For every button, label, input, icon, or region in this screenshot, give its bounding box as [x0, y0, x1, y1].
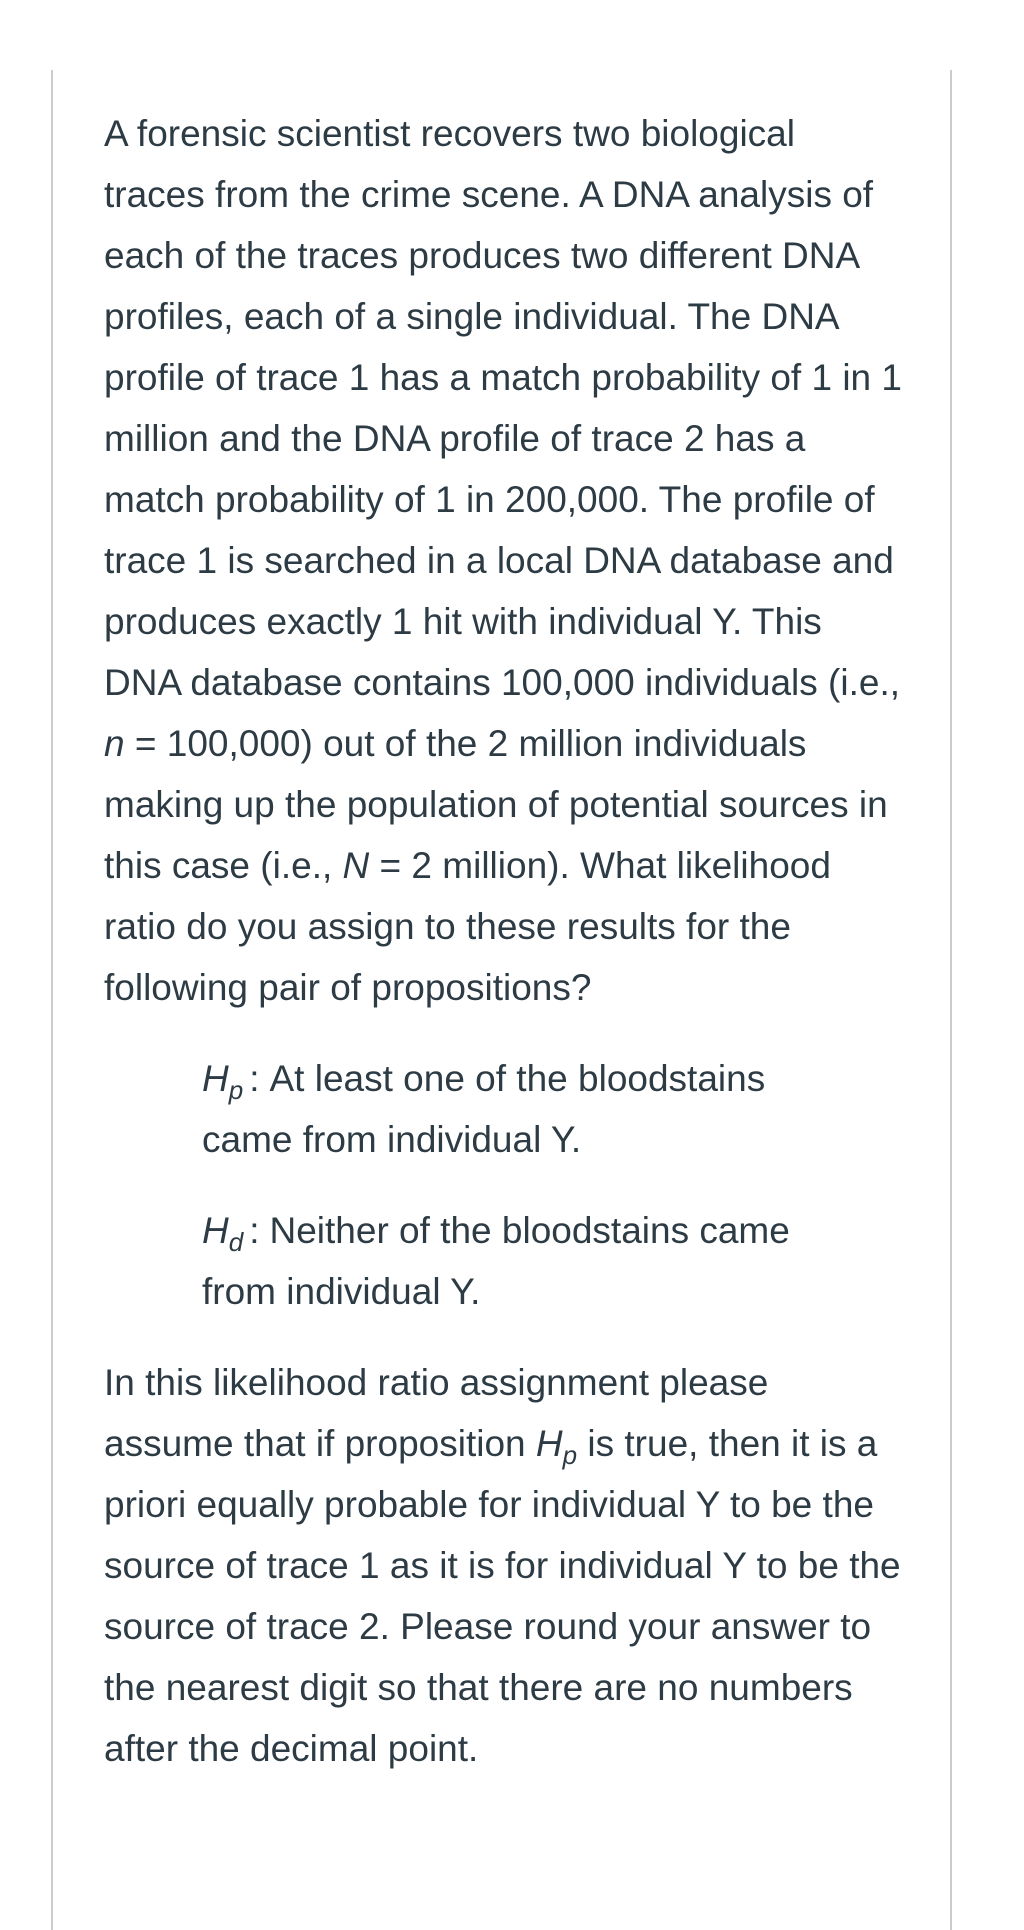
closing-text-2: is true, then it is a priori equally probable for individual Y to be the source of trace 1 as it is for individual Y to be the source of trace 2. Please round your answer to the nearest digit so that there are no numbers after the decimal point.	[104, 1423, 901, 1769]
proposition-hd	[202, 1200, 862, 1322]
variable-N: N	[342, 845, 370, 886]
proposition-colon: :	[249, 1058, 260, 1099]
closing-text-1: In this likelihood ratio assignment please assume that if proposition	[104, 1362, 769, 1464]
question-intro	[104, 103, 904, 1018]
proposition-hp	[202, 1048, 862, 1170]
variable-n: n	[104, 723, 125, 764]
question-body	[104, 103, 914, 1779]
closing-hp-symbol: $H_p$	[535, 1423, 578, 1470]
propositions-list	[202, 1048, 862, 1322]
proposition-colon: :	[249, 1210, 260, 1251]
intro-text-2: = 100,000) out of the 2 million individuals making up the population of potential sources in this case (i.e.,	[104, 723, 888, 886]
proposition-symbol: $H_d$	[202, 1210, 244, 1257]
proposition-text: At least one of the bloodstains came from individual Y.	[202, 1058, 766, 1160]
question-instructions	[104, 1352, 904, 1779]
intro-text-1: A forensic scientist recovers two biological traces from the crime scene. A DNA analysis of each of the traces produces two different DNA profiles, each of a single individual. The DNA profile of trace 1 has a match probability of 1 in 1 million and the DNA profile of trace 2 has a match probability of 1 in 200,000. The profile of trace 1 is searched in a local DNA database and produces exactly 1 hit with individual Y. This DNA database contains 100,000 individuals (i.e.,	[104, 113, 902, 703]
proposition-text: Neither of the bloodstains came from individual Y.	[202, 1210, 790, 1312]
proposition-symbol: $H_p$	[202, 1058, 244, 1105]
intro-text-3: = 2 million). What likelihood ratio do you assign to these results for the following pair of propositions?	[104, 845, 831, 1008]
